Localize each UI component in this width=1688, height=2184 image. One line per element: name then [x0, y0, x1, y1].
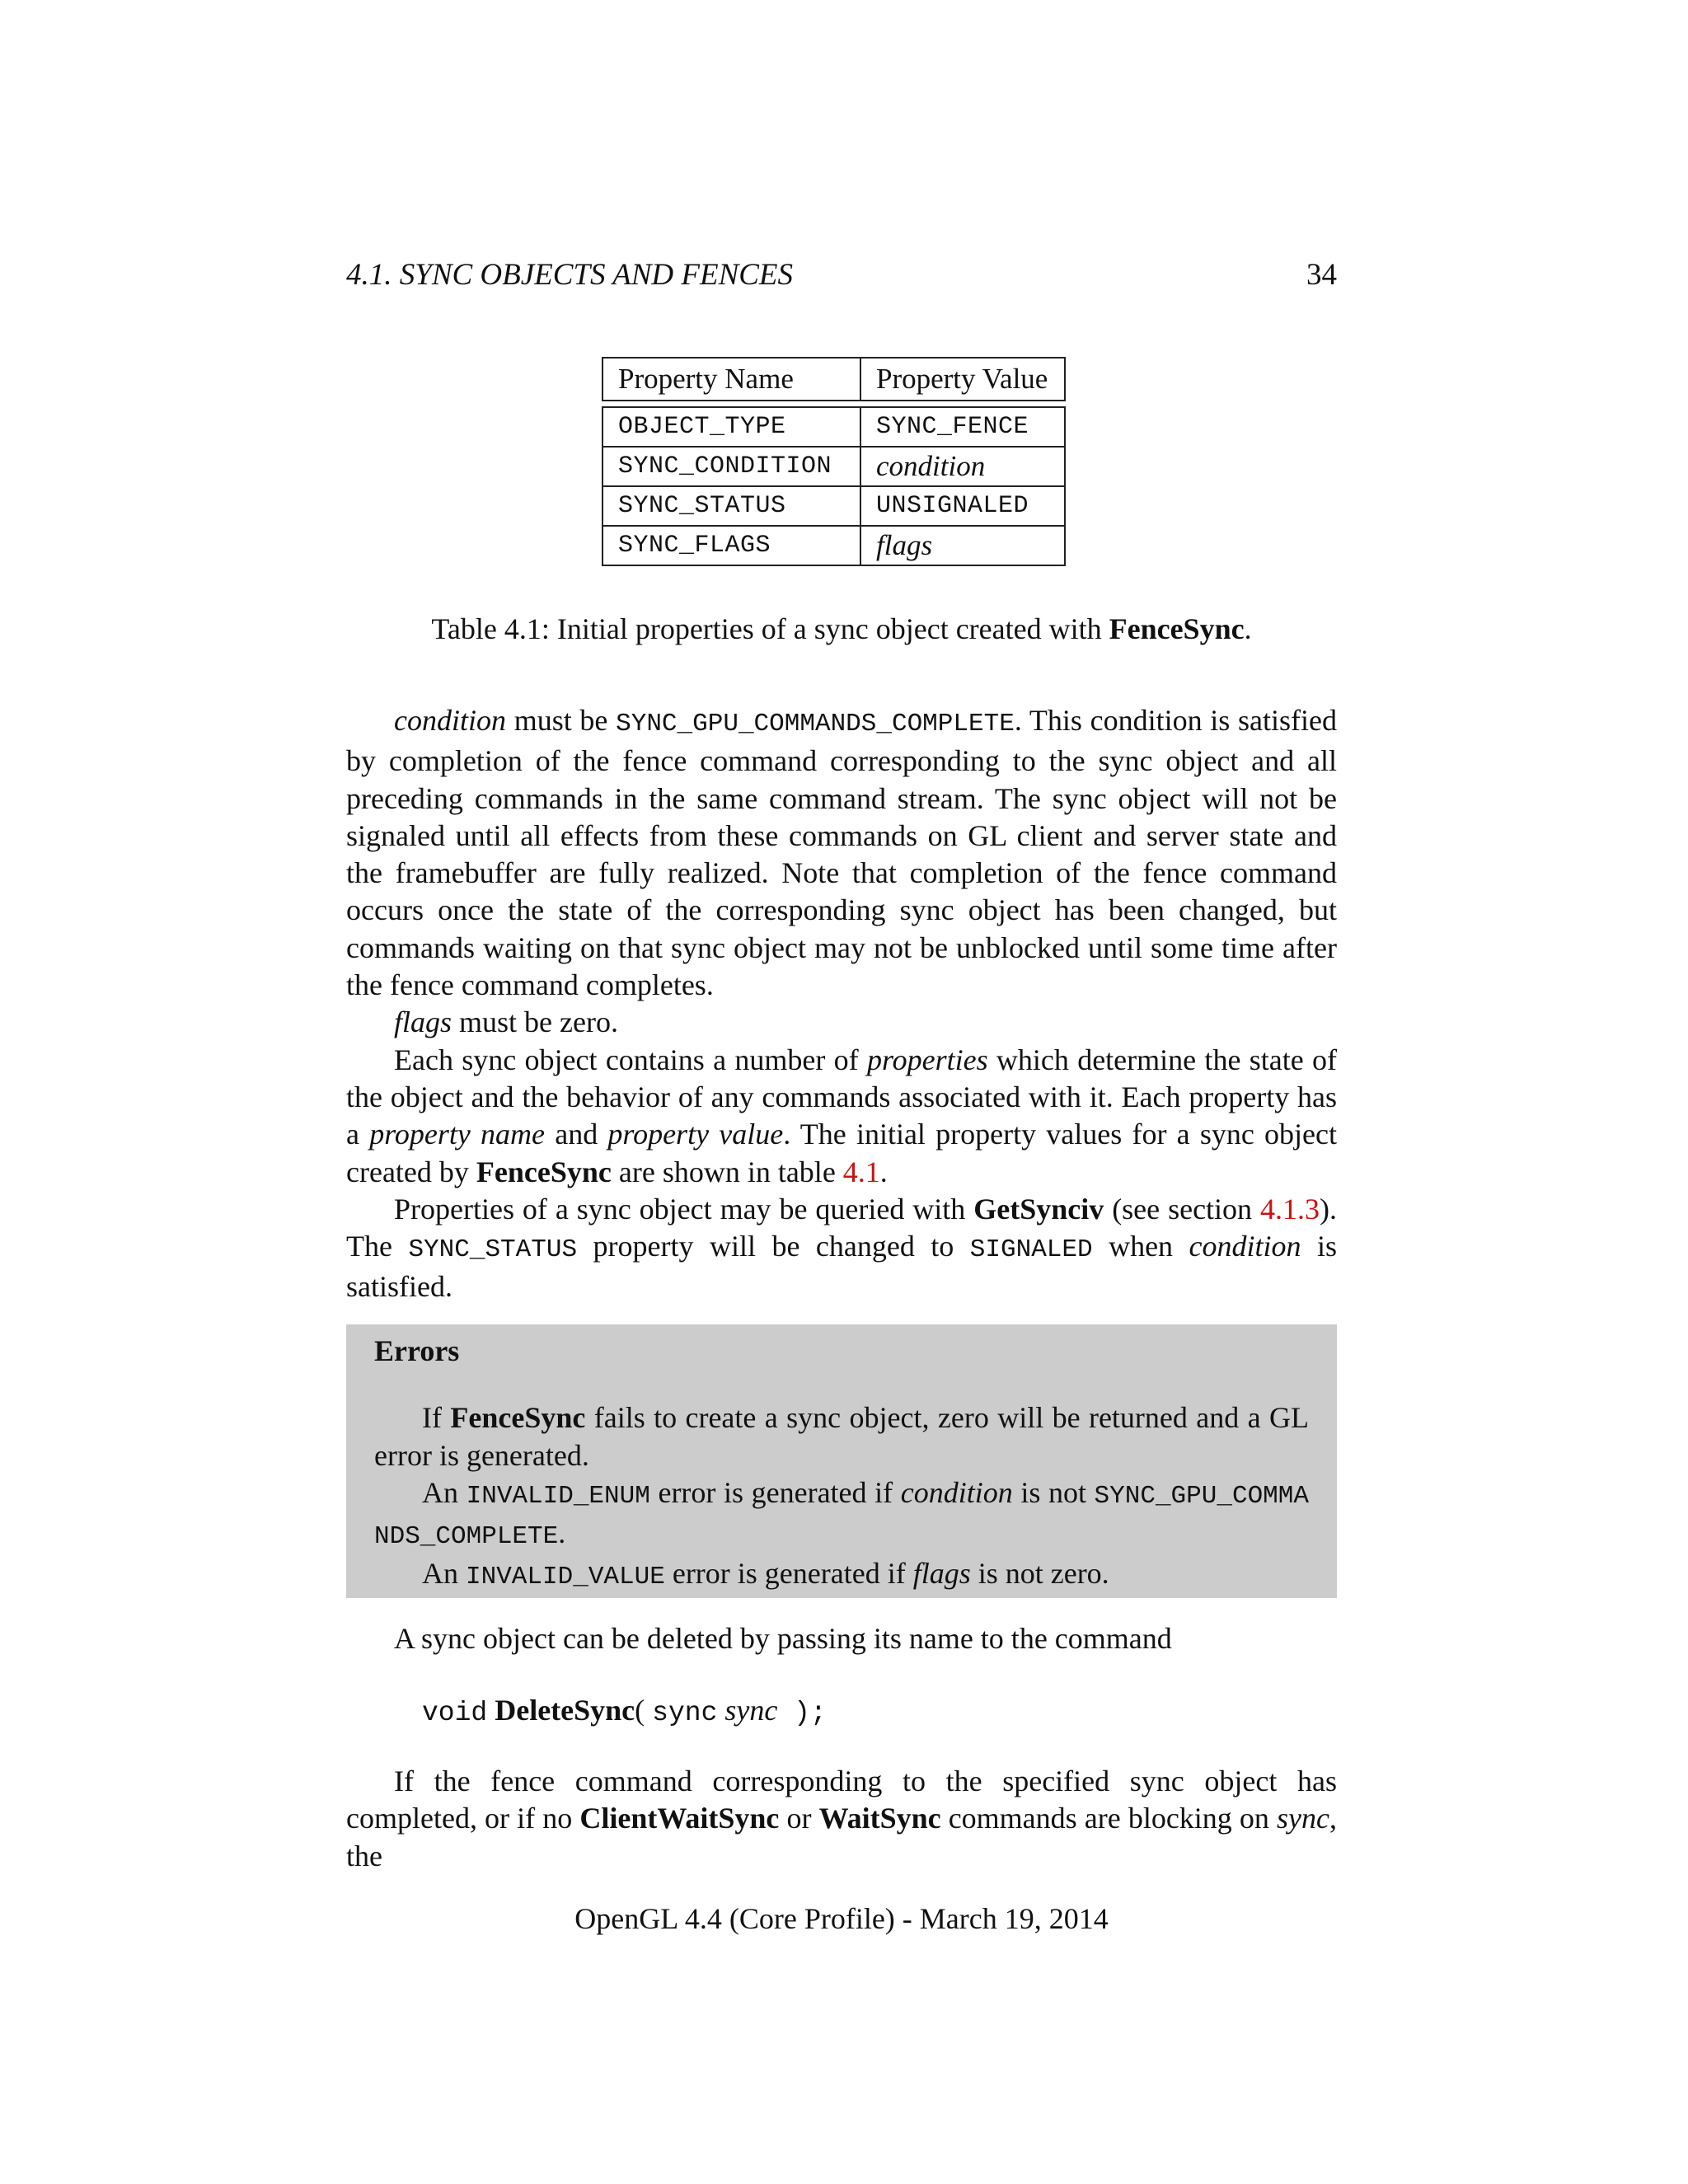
column-header: Property Value [860, 358, 1065, 401]
property-value: flags [860, 526, 1065, 565]
table-reference-link[interactable]: 4.1 [842, 1155, 880, 1188]
property-name: SYNC_FLAGS [603, 526, 860, 565]
paragraph: A sync object can be deleted by passing its name to the command [394, 1622, 1172, 1655]
table-row [603, 447, 1065, 486]
property-name: SYNC_STATUS [603, 486, 860, 526]
property-value: SYNC_FENCE [860, 407, 1065, 447]
properties-table [602, 357, 1066, 566]
property-name: OBJECT_TYPE [603, 407, 860, 447]
property-value: condition [860, 447, 1065, 486]
body-text [346, 1620, 1337, 1657]
paragraph: If the fence command corresponding to the specified sync object has completed, or if no ClientWaitSync or WaitSync commands are blocking on sync, the [346, 1765, 1337, 1872]
table-row [603, 526, 1065, 565]
errors-title: Errors [374, 1334, 460, 1367]
property-value: UNSIGNALED [860, 486, 1065, 526]
section-reference-link[interactable]: 4.1.3 [1260, 1192, 1320, 1226]
function-prototype: void DeleteSync( sync sync ); [422, 1694, 827, 1728]
property-name: SYNC_CONDITION [603, 447, 860, 486]
column-header: Property Name [603, 358, 860, 401]
running-head [346, 257, 1337, 298]
page-footer: OpenGL 4.4 (Core Profile) - March 19, 2014 [574, 1902, 1109, 1935]
table-header-row [603, 358, 1065, 401]
table-row [603, 486, 1065, 526]
paragraph: flags must be zero. [394, 1005, 618, 1039]
table-caption: Table 4.1: Initial properties of a sync object created with FenceSync. [431, 612, 1252, 645]
body-text [346, 702, 1337, 1306]
paragraph: Properties of a sync object may be queried with GetSynciv (see section 4.1.3). The SYNC_STATUS property will be changed to SIGNALED when condition is satisfied. [346, 1192, 1337, 1304]
paragraph: condition must be SYNC_GPU_COMMANDS_COMPLETE. This condition is satisfied by completion of the fence command corresponding to the sync object and all preceding commands in the same command stream. The sync object will not be signaled until all effects from these commands on GL client and server state and the framebuffer are fully realized. Note that completion of the fence command occurs once the state of the corresponding sync object has been changed, but commands waiting on that sync object may not be unblocked until some time after the fence command completes. [346, 704, 1337, 1002]
paragraph: Each sync object contains a number of properties which determine the state of the object and the behavior of any commands associated with it. Each property has a property name and property value. The initial property values for a sync object created by FenceSync are shown in table 4.1. [346, 1043, 1337, 1188]
error-item: An INVALID_VALUE error is generated if flags is not zero. [422, 1557, 1109, 1592]
table-row [603, 407, 1065, 447]
page-number: 34 [1306, 258, 1337, 292]
error-item: If FenceSync fails to create a sync object, zero will be returned and a GL error is generated. [374, 1401, 1310, 1472]
errors-box [346, 1324, 1337, 1598]
section-title: 4.1. SYNC OBJECTS AND FENCES [346, 258, 794, 292]
error-item: An INVALID_ENUM error is generated if condition is not SYNC_GPU_COMMANDS_COMPLETE. [374, 1475, 1309, 1552]
body-text [346, 1763, 1337, 1875]
